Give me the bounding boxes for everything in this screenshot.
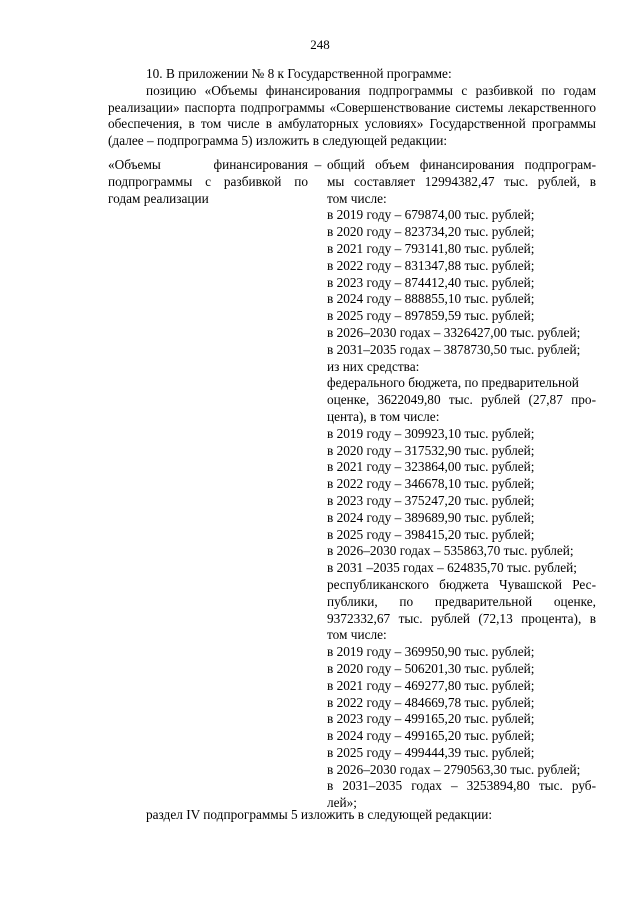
financing-line: в 2031–2035 годах – 3253894,80 тыс. руб- (327, 778, 596, 794)
financing-line: в 2025 году – 398415,20 тыс. рублей; (327, 526, 535, 542)
financing-line: в 2021 году – 469277,80 тыс. рублей; (327, 677, 535, 693)
financing-line: в 2019 году – 309923,10 тыс. рублей; (327, 425, 535, 441)
financing-line: в 2020 году – 823734,20 тыс. рублей; (327, 224, 535, 240)
financing-line: цента), в том числе: (327, 408, 440, 424)
financing-line: в 2022 году – 484669,78 тыс. рублей; (327, 694, 535, 710)
financing-line: 9372332,67 тыс. рублей (72,13 процента), в (327, 610, 596, 626)
financing-line: том числе: (327, 190, 387, 206)
financing-line: в 2031–2035 годах – 3878730,50 тыс. рублей; (327, 341, 581, 357)
financing-line: в 2024 году – 888855,10 тыс. рублей; (327, 291, 535, 307)
financing-line: общий объем финансирования подпрограм- (327, 157, 596, 172)
financing-details (327, 157, 596, 812)
intro-paragraph-1: 10. В приложении № 8 к Государственной программе: (146, 66, 452, 81)
financing-line: в 2022 году – 346678,10 тыс. рублей; (327, 476, 535, 492)
financing-line: в 2023 году – 499165,20 тыс. рублей; (327, 711, 535, 727)
financing-line: публики, по предварительной оценке, (327, 593, 596, 609)
financing-line: в 2020 году – 506201,30 тыс. рублей; (327, 660, 535, 676)
financing-line: республиканского бюджета Чувашской Рес- (327, 576, 596, 592)
financing-line: в 2031 –2035 годах – 624835,70 тыс. рублей; (327, 560, 577, 576)
financing-line: оценке, 3622049,80 тыс. рублей (27,87 про- (327, 392, 596, 408)
financing-line: лей»; (327, 795, 357, 811)
financing-line: в 2020 году – 317532,90 тыс. рублей; (327, 442, 535, 458)
financing-line: в 2019 году – 679874,00 тыс. рублей; (327, 207, 535, 223)
financing-line: федерального бюджета, по предварительной (327, 375, 579, 391)
financing-line: в 2022 году – 831347,88 тыс. рублей; (327, 257, 535, 273)
financing-line: из них средства: (327, 358, 420, 374)
financing-line: в 2026–2030 годах – 2790563,30 тыс. рублей; (327, 761, 581, 777)
page-number: 248 (310, 37, 330, 52)
financing-line: в 2025 году – 499444,39 тыс. рублей; (327, 744, 535, 760)
financing-line: в 2024 году – 389689,90 тыс. рублей; (327, 509, 535, 525)
financing-line: мы составляет 12994382,47 тыс. рублей, в (327, 173, 596, 189)
financing-line: в 2023 году – 874412,40 тыс. рублей; (327, 274, 535, 290)
financing-line: в 2024 году – 499165,20 тыс. рублей; (327, 728, 535, 744)
financing-line: в 2025 году – 897859,59 тыс. рублей; (327, 308, 535, 324)
financing-label: «Объемы финансирования подпрограммы с разбивкой по годам реализации (108, 157, 308, 206)
intro-paragraph-2: позицию «Объемы финансирования подпрограммы с разбивкой по годам реализации» паспорта подпрограммы «Совершенствование системы лекарственного обеспечения, в том числе в амбулаторных условиях» Государственной программы (далее – подпрограмма 5) изложить в следующей редакции: (108, 82, 596, 149)
intro-section (108, 66, 596, 150)
financing-line: в 2026–2030 годах – 535863,70 тыс. рублей; (327, 543, 574, 559)
financing-line: в 2023 году – 375247,20 тыс. рублей; (327, 492, 535, 508)
financing-line: том числе: (327, 627, 387, 643)
financing-line: в 2021 году – 793141,80 тыс. рублей; (327, 240, 535, 256)
financing-line: в 2019 году – 369950,90 тыс. рублей; (327, 644, 535, 660)
financing-line: в 2026–2030 годах – 3326427,00 тыс. рублей; (327, 324, 581, 340)
dash-separator: – (314, 157, 322, 172)
financing-line: в 2021 году – 323864,00 тыс. рублей; (327, 459, 535, 475)
closing-paragraph: раздел IV подпрограммы 5 изложить в следующей редакции: (146, 807, 493, 822)
